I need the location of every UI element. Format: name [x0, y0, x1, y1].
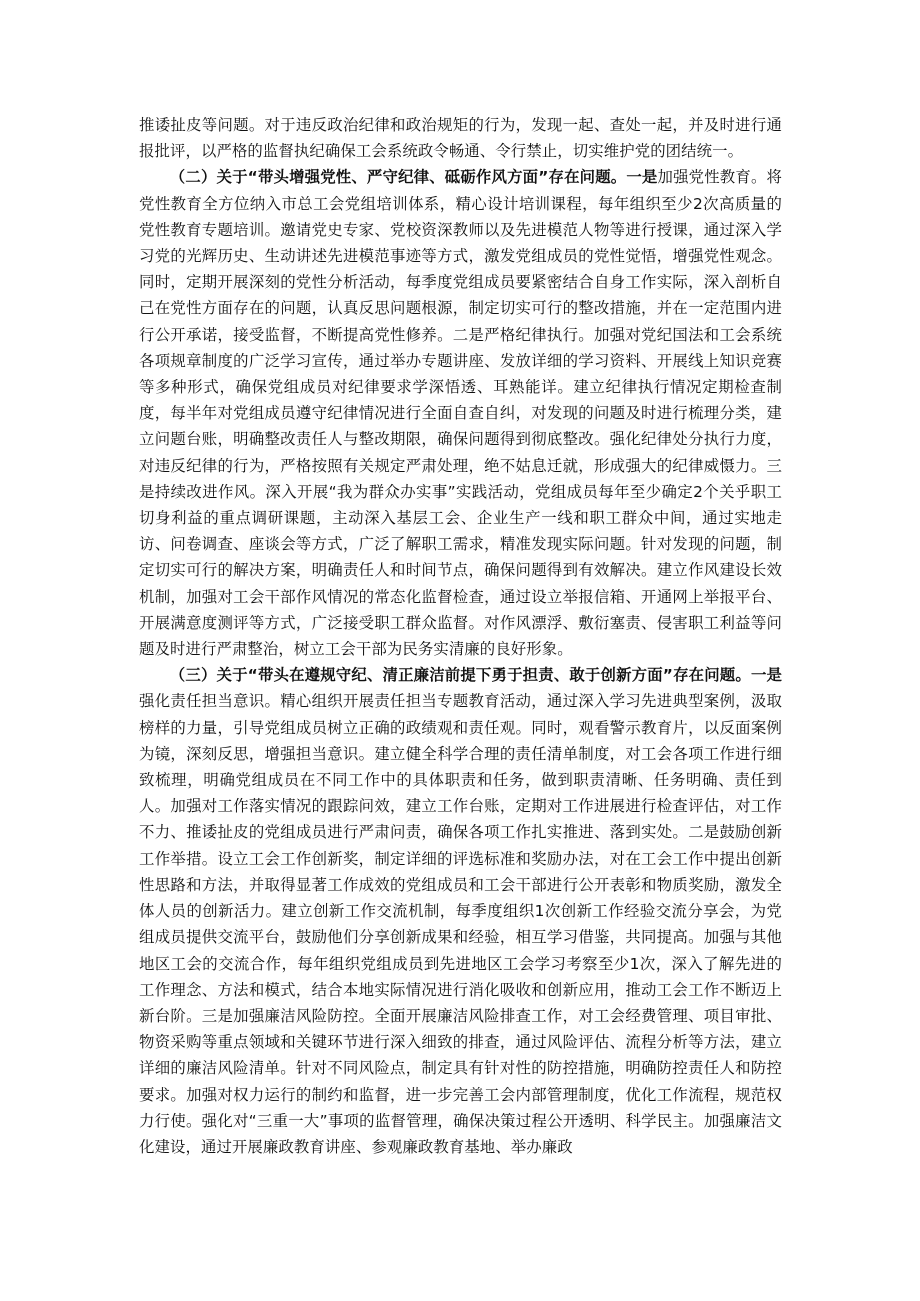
- paragraph-2: [139, 164, 782, 662]
- section-lead-2: 一是: [626, 168, 658, 187]
- paragraph-3-text: 强化责任担当意识。精心组织开展责任担当专题教育活动，通过深入学习先进典型案例，汲取榜样的力量，引导党组成员树立正确的政绩观和责任观。同时，观看警示教育片，以反面案例为镜，深刻反思，增强担当意识。建立健全科学合理的责任清单制度，对工会各项工作进行细致梳理，明确党组成员在不同工作中的具体职责和任务，做到职责清晰、任务明确、责任到人。加强对工作落实情况的跟踪问效，建立工作台账，定期对工作进展进行检查评估，对工作不力、推诿扯皮的党组成员进行严肃问责，确保各项工作扎实推进、落到实处。二是鼓励创新工作举措。设立工会工作创新奖，制定详细的评选标准和奖励办法，对在工会工作中提出创新性思路和方法，并取得显著工作成效的党组成员和工会干部进行公开表彰和物质奖励，激发全体人员的创新活力。建立创新工作交流机制，每季度组织1次创新工作经验交流分享会，为党组成员提供交流平台，鼓励他们分享创新成果和经验，相互学习借鉴，共同提高。加强与其他地区工会的交流合作，每年组织党组成员到先进地区工会学习考察至少1次，深入了解先进的工作理念、方法和模式，结合本地实际情况进行消化吸收和创新应用，推动工会工作不断迈上新台阶。三是加强廉洁风险防控。全面开展廉洁风险排查工作，对工会经费管理、项目审批、物资采购等重点领域和关键环节进行深入细致的排查，通过风险评估、流程分析等方法，建立详细的廉洁风险清单。针对不同风险点，制定具有针对性的防控措施，明确防控责任人和防控要求。加强对权力运行的制约和监督，进一步完善工会内部管理制度，优化工作流程，规范权力行使。强化对“三重一大”事项的监督管理，确保决策过程公开透明、科学民主。加强廉洁文化建设，通过开展廉政教育讲座、参观廉政教育基地、举办廉政: [139, 692, 782, 1156]
- document-body: [139, 112, 782, 1160]
- section-heading-3: （三）关于“带头在遵规守纪、清正廉洁前提下勇于担责、敢于创新方面”存在问题。: [169, 666, 751, 685]
- paragraph-1: [139, 112, 782, 164]
- paragraph-2-text: 加强党性教育。将党性教育全方位纳入市总工会党组培训体系，精心设计培训课程，每年组织至少2次高质量的党性教育专题培训。邀请党史专家、党校资深教师以及先进模范人物等进行授课，通过深入学习党的光辉历史、生动讲述先进模范事迹等方式，激发党组成员的党性觉悟，增强党性观念。同时，定期开展深刻的党性分析活动，每季度党组成员要紧密结合自身工作实际，深入剖析自己在党性方面存在的问题，认真反思问题根源，制定切实可行的整改措施，并在一定范围内进行公开承诺，接受监督，不断提高党性修养。二是严格纪律执行。加强对党纪国法和工会系统各项规章制度的广泛学习宣传，通过举办专题讲座、发放详细的学习资料、开展线上知识竞赛等多种形式，确保党组成员对纪律要求学深悟透、耳熟能详。建立纪律执行情况定期检查制度，每半年对党组成员遵守纪律情况进行全面自查自纠，对发现的问题及时进行梳理分类，建立问题台账，明确整改责任人与整改期限，确保问题得到彻底整改。强化纪律处分执行力度，对违反纪律的行为，严格按照有关规定严肃处理，绝不姑息迁就，形成强大的纪律威慑力。三是持续改进作风。深入开展“我为群众办实事”实践活动，党组成员每年至少确定2个关乎职工切身利益的重点调研课题，主动深入基层工会、企业生产一线和职工群众中间，通过实地走访、问卷调查、座谈会等方式，广泛了解职工需求，精准发现实际问题。针对发现的问题，制定切实可行的解决方案，明确责任人和时间节点，确保问题得到有效解决。建立作风建设长效机制，加强对工会干部作风情况的常态化监督检查，通过设立举报信箱、开通网上举报平台、开展满意度测评等方式，广泛接受职工群众监督。对作风漂浮、敷衍塞责、侵害职工利益等问题及时进行严肃整治，树立工会干部为民务实清廉的良好形象。: [139, 168, 782, 659]
- paragraph-3: [139, 662, 782, 1160]
- section-lead-3: 一是: [750, 666, 782, 685]
- paragraph-1-text: 推诿扯皮等问题。对于违反政治纪律和政治规矩的行为，发现一起、查处一起，并及时进行通报批评，以严格的监督执纪确保工会系统政令畅通、令行禁止，切实维护党的团结统一。: [139, 116, 782, 161]
- section-heading-2: （二）关于“带头增强党性、严守纪律、砥砺作风方面”存在问题。: [169, 168, 627, 187]
